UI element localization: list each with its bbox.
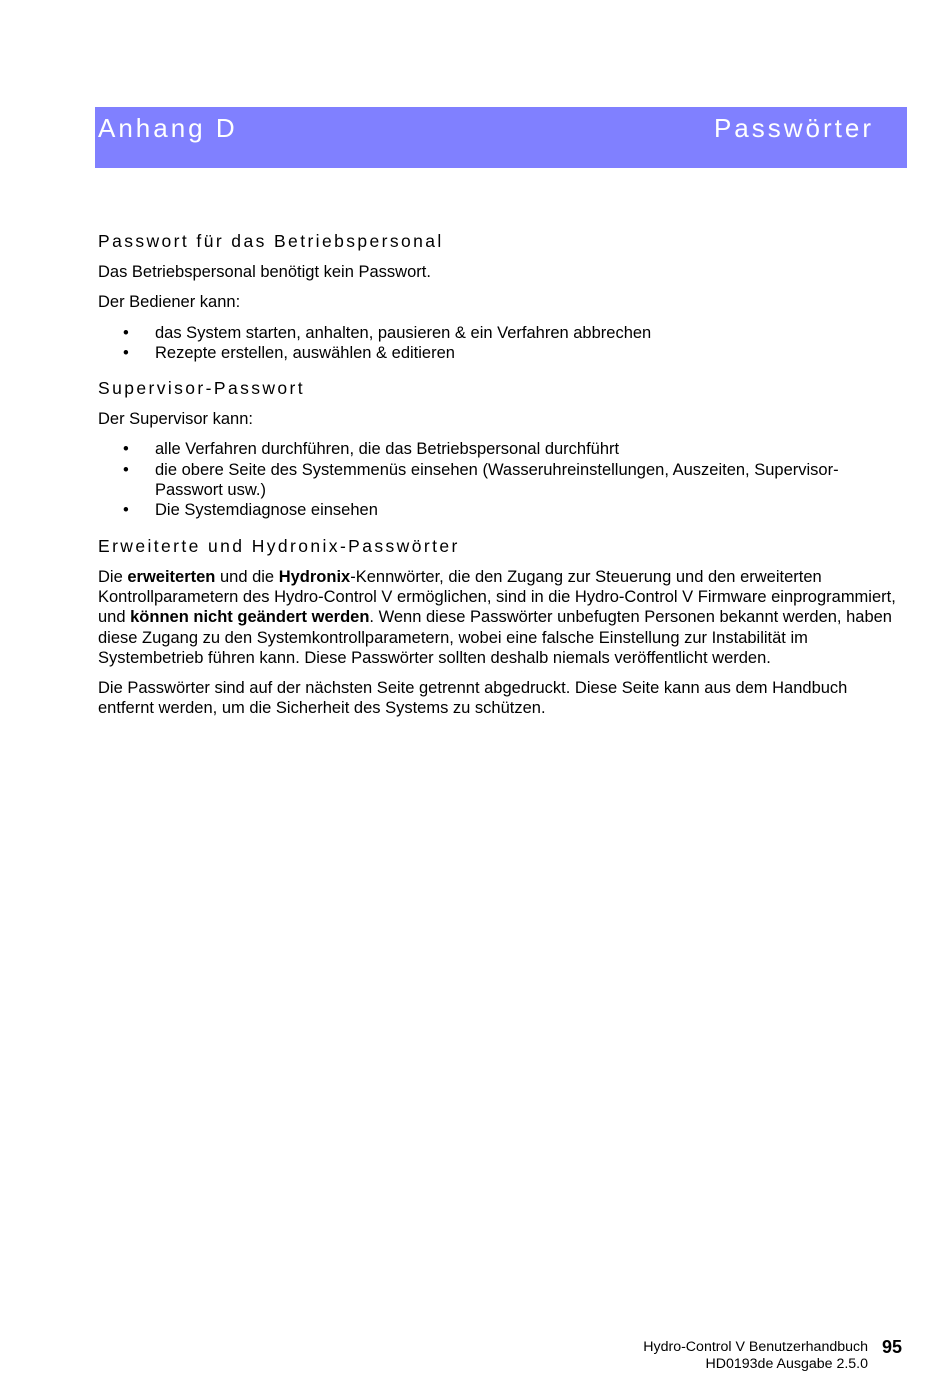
supervisor-capabilities-list: [98, 439, 906, 520]
bold-run: können nicht geändert werden: [130, 608, 370, 627]
list-item: [98, 439, 906, 459]
text-run: -Kennwörter, die den Zugang zur Steuerung und den erweiterten Kontrollparametern des Hydro-Control V ermöglichen, sind in die Hydro-Control V Firmware einprogrammiert, und: [98, 567, 896, 627]
bullet-icon: •: [123, 501, 129, 520]
operator-no-password-text: Das Betriebspersonal benötigt kein Passwort.: [98, 263, 431, 281]
list-item-text: das System starten, anhalten, pausieren & ein Verfahren abbrechen: [155, 323, 652, 342]
bullet-icon: •: [123, 440, 129, 459]
list-item-text: Rezepte erstellen, auswählen & editieren: [155, 343, 455, 362]
advanced-passwords-heading: Erweiterte und Hydronix-Passwörter: [98, 535, 460, 556]
operator-capabilities-list: [98, 323, 906, 364]
bullet-icon: •: [123, 343, 129, 362]
page-number: 95: [881, 1337, 902, 1357]
edition-label: HD0193de Ausgabe 2.5.0: [705, 1356, 868, 1372]
list-item: [98, 323, 906, 343]
list-item: [98, 500, 906, 520]
bold-run: erweiterten: [127, 567, 216, 586]
text-run: Die: [98, 567, 128, 586]
manual-title: Hydro-Control V Benutzerhandbuch: [643, 1339, 868, 1355]
chapter-label: Anhang D: [98, 113, 238, 143]
supervisor-password-heading: Supervisor-Passwort: [98, 378, 306, 399]
page-content: [98, 230, 906, 729]
operator-password-heading: Passwort für das Betriebspersonal: [98, 231, 444, 251]
operator-can-text: Der Bediener kann:: [98, 293, 241, 312]
list-item-text: alle Verfahren durchführen, die das Betriebspersonal durchführt: [155, 440, 620, 459]
list-item: [98, 343, 906, 363]
text-run: . Wenn diese Passwörter unbefugten Personen bekannt werden, haben diese Zugang zu den Systemkontrollparametern, wobei eine falsche Einstellung zur Instabilität im Systembetrieb führen kann. Diese Passwörter sollten deshalb niemals veröffentlicht werden.: [98, 608, 892, 667]
supervisor-can-text: Der Supervisor kann:: [98, 410, 253, 429]
advanced-passwords-paragraph: [98, 567, 906, 668]
chapter-title: Passwörter: [713, 113, 874, 143]
bullet-icon: •: [123, 460, 129, 479]
text-run: und die: [215, 567, 279, 586]
list-item-text: Die Systemdiagnose einsehen: [155, 501, 378, 520]
page-footer: [643, 1339, 902, 1373]
list-item-text: die obere Seite des Systemmenüs einsehen (Wasseruhreinstellungen, Auszeiten, Supervisor-Passwort usw.): [155, 460, 839, 500]
list-item: [98, 460, 906, 501]
bullet-icon: •: [123, 323, 129, 342]
bold-run: Hydronix: [278, 567, 351, 586]
separate-page-paragraph: Die Passwörter sind auf der nächsten Seite getrennt abgedruckt. Diese Seite kann aus dem Handbuch entfernt werden, um die Sicherheit des Systems zu schützen.: [98, 679, 848, 718]
chapter-banner: [95, 107, 907, 168]
